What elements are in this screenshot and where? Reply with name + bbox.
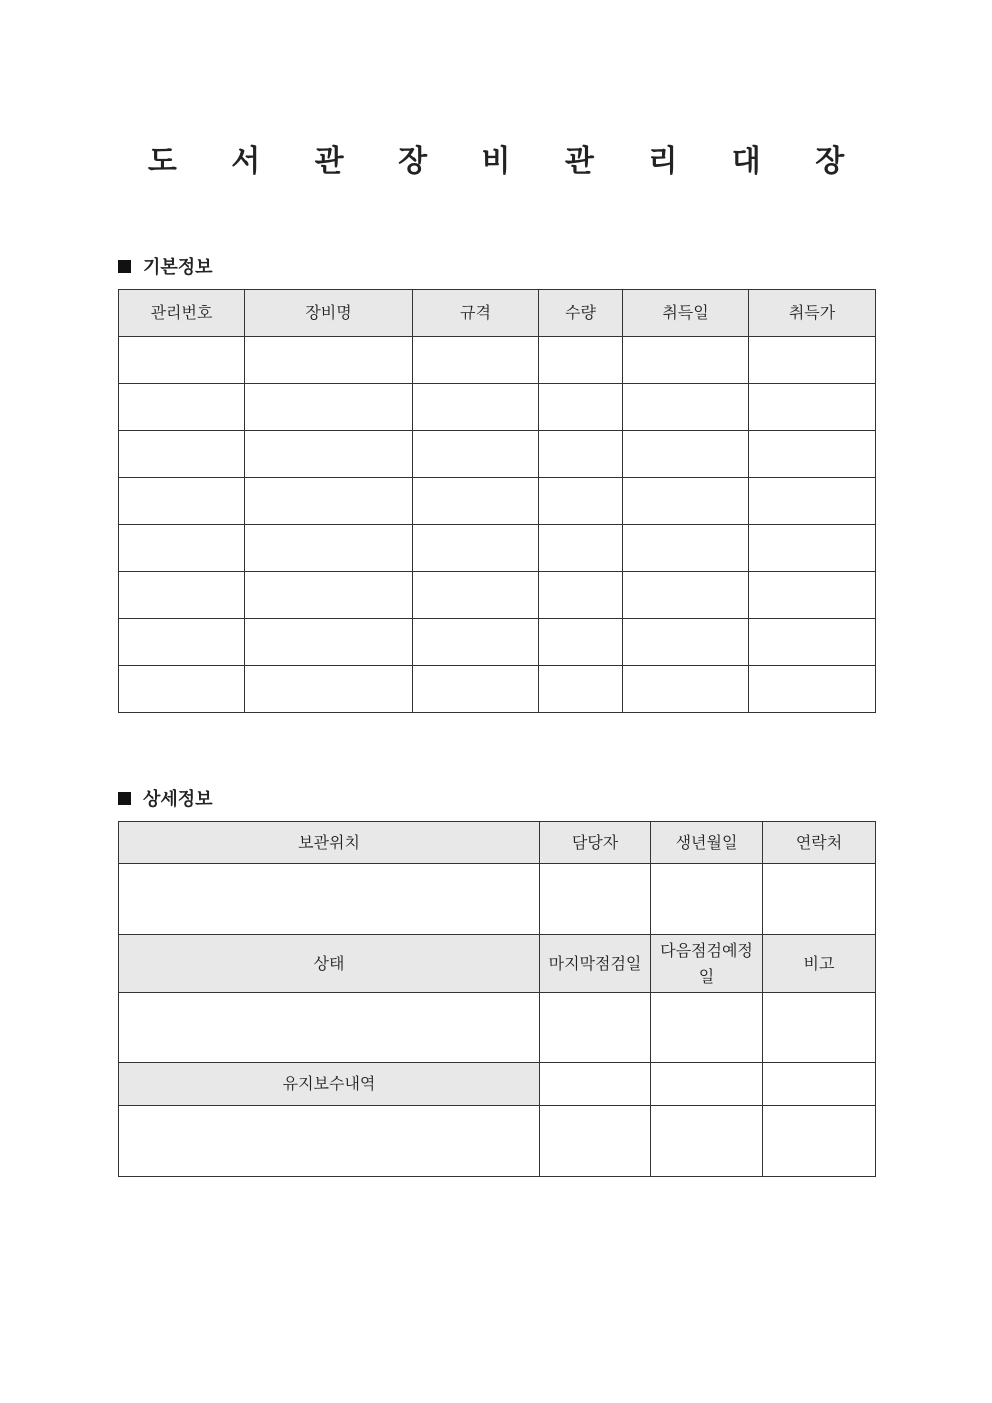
equipment-name-cell[interactable] [245,384,413,431]
contact-cell[interactable] [763,864,876,935]
maintenance-extra-cell-2[interactable] [651,1063,763,1106]
equipment-name-cell[interactable] [245,478,413,525]
acquisition-date-cell[interactable] [623,525,749,572]
table-row [119,384,876,431]
col-header-acquisition-date: 취득일 [623,290,749,337]
storage-location-label: 보관위치 [119,822,540,864]
management-no-cell[interactable] [119,666,245,713]
equipment-name-cell[interactable] [245,337,413,384]
acquisition-date-cell[interactable] [623,666,749,713]
spec-cell[interactable] [413,572,539,619]
birth-date-cell[interactable] [651,864,763,935]
table-row [119,619,876,666]
basic-table-header [119,290,876,337]
table-row [119,525,876,572]
acquisition-date-cell[interactable] [623,337,749,384]
status-cell[interactable] [119,993,540,1063]
spec-cell[interactable] [413,384,539,431]
detail-info-table [118,821,876,1177]
detail-input-row-3 [119,1106,876,1177]
table-row [119,572,876,619]
spec-cell[interactable] [413,525,539,572]
management-no-cell[interactable] [119,431,245,478]
table-row [119,431,876,478]
management-no-cell[interactable] [119,337,245,384]
detail-input-row-2 [119,993,876,1063]
col-header-acquisition-price: 취득가 [749,290,876,337]
maintenance-cell-3[interactable] [651,1106,763,1177]
basic-info-heading [118,253,213,279]
table-row [119,666,876,713]
acquisition-price-cell[interactable] [749,431,876,478]
status-label: 상태 [119,935,540,993]
next-check-date-cell[interactable] [651,993,763,1063]
col-header-equipment-name: 장비명 [245,290,413,337]
acquisition-price-cell[interactable] [749,478,876,525]
maintenance-extra-cell-1[interactable] [540,1063,651,1106]
spec-cell[interactable] [413,431,539,478]
detail-input-row-1 [119,864,876,935]
square-bullet-icon [118,260,131,273]
maintenance-history-label: 유지보수내역 [119,1063,540,1106]
table-row [119,478,876,525]
maintenance-cell-2[interactable] [540,1106,651,1177]
manager-cell[interactable] [540,864,651,935]
col-header-spec: 규격 [413,290,539,337]
management-no-cell[interactable] [119,478,245,525]
acquisition-date-cell[interactable] [623,619,749,666]
acquisition-price-cell[interactable] [749,337,876,384]
last-check-date-cell[interactable] [540,993,651,1063]
detail-header-row-3 [119,1063,876,1106]
storage-location-cell[interactable] [119,864,540,935]
quantity-cell[interactable] [539,384,623,431]
spec-cell[interactable] [413,666,539,713]
acquisition-date-cell[interactable] [623,572,749,619]
square-bullet-icon [118,792,131,805]
remarks-label: 비고 [763,935,876,993]
quantity-cell[interactable] [539,666,623,713]
equipment-name-cell[interactable] [245,431,413,478]
equipment-name-cell[interactable] [245,525,413,572]
acquisition-price-cell[interactable] [749,666,876,713]
detail-header-row-1 [119,822,876,864]
page-title: 도 서 관 장 비 관 리 대 장 [147,144,867,179]
last-check-date-label: 마지막점검일 [540,935,651,993]
quantity-cell[interactable] [539,337,623,384]
quantity-cell[interactable] [539,572,623,619]
basic-info-table [118,289,876,713]
equipment-name-cell[interactable] [245,619,413,666]
col-header-management-no: 관리번호 [119,290,245,337]
maintenance-cell-4[interactable] [763,1106,876,1177]
detail-info-heading [118,785,213,811]
acquisition-date-cell[interactable] [623,431,749,478]
acquisition-price-cell[interactable] [749,384,876,431]
quantity-cell[interactable] [539,431,623,478]
management-no-cell[interactable] [119,572,245,619]
basic-info-heading-label: 기본정보 [143,257,213,278]
col-header-quantity: 수량 [539,290,623,337]
management-no-cell[interactable] [119,525,245,572]
next-check-date-label: 다음점검예정일 [651,935,763,993]
acquisition-date-cell[interactable] [623,384,749,431]
maintenance-extra-cell-3[interactable] [763,1063,876,1106]
maintenance-history-cell[interactable] [119,1106,540,1177]
quantity-cell[interactable] [539,619,623,666]
spec-cell[interactable] [413,619,539,666]
contact-label: 연락처 [763,822,876,864]
spec-cell[interactable] [413,478,539,525]
detail-info-heading-label: 상세정보 [143,789,213,810]
management-no-cell[interactable] [119,384,245,431]
acquisition-price-cell[interactable] [749,525,876,572]
equipment-name-cell[interactable] [245,572,413,619]
management-no-cell[interactable] [119,619,245,666]
equipment-name-cell[interactable] [245,666,413,713]
acquisition-price-cell[interactable] [749,572,876,619]
detail-header-row-2 [119,935,876,993]
remarks-cell[interactable] [763,993,876,1063]
spec-cell[interactable] [413,337,539,384]
table-row [119,337,876,384]
acquisition-date-cell[interactable] [623,478,749,525]
quantity-cell[interactable] [539,525,623,572]
birth-date-label: 생년월일 [651,822,763,864]
acquisition-price-cell[interactable] [749,619,876,666]
quantity-cell[interactable] [539,478,623,525]
manager-label: 담당자 [540,822,651,864]
